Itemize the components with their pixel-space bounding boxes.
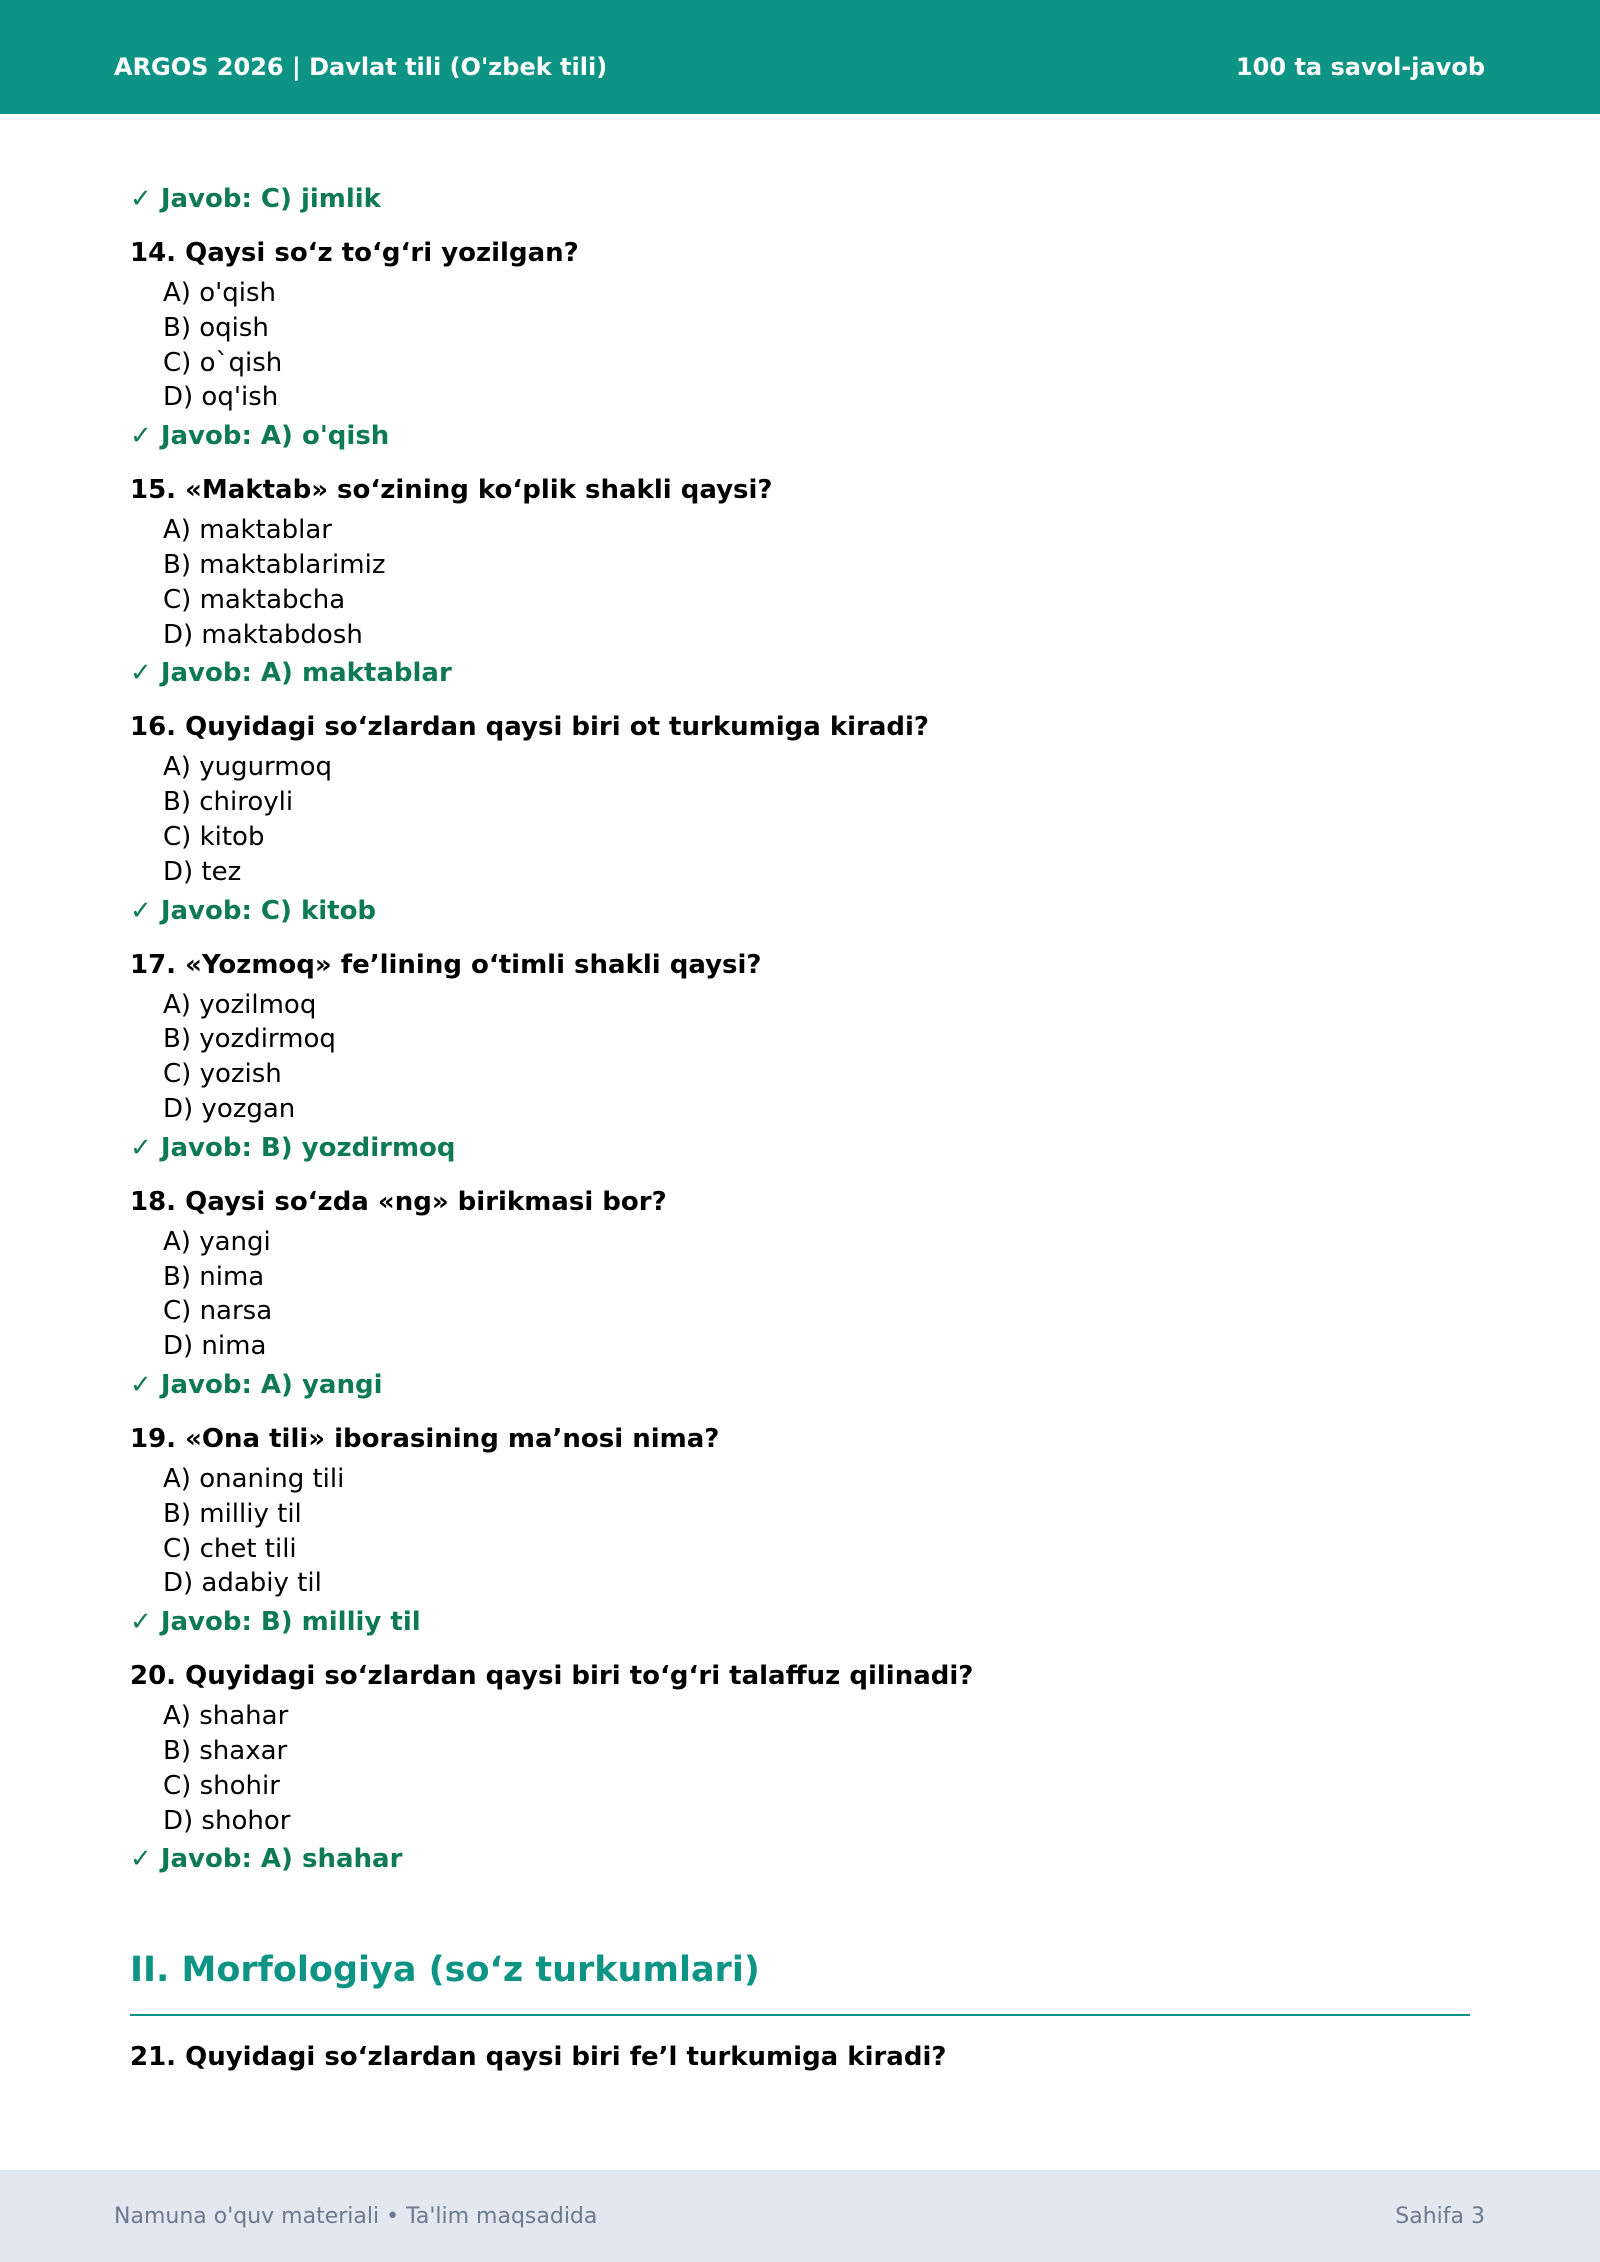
question-block	[130, 471, 1470, 692]
answer-line: ✓ Javob: A) yangi	[130, 1369, 383, 1400]
question-text: 17. «Yozmoq» fe’lining o‘timli shakli qaysi?	[130, 949, 762, 980]
answer-line: ✓ Javob: A) maktablar	[130, 658, 452, 689]
option-list	[130, 1225, 1470, 1364]
question-block	[130, 1657, 1470, 1878]
section-heading: II. Morfologiya (so‘z turkumlari)	[130, 1950, 760, 1991]
question-block	[130, 234, 1470, 455]
footer-note: Namuna o'quv materiali • Ta'lim maqsadida	[114, 2204, 598, 2229]
option-c: C) chet tili	[163, 1533, 297, 1564]
option-b: B) nima	[163, 1261, 265, 1292]
option-b: B) chiroyli	[163, 787, 294, 818]
option-d: D) yozgan	[163, 1093, 296, 1124]
question-text: 21. Quyidagi so‘zlardan qaysi biri fe’l turkumiga kiradi?	[130, 2042, 947, 2073]
question-text: 16. Quyidagi so‘zlardan qaysi biri ot turkumiga kiradi?	[130, 712, 930, 743]
option-list	[130, 1462, 1470, 1601]
page-number: Sahifa 3	[1395, 2204, 1485, 2229]
option-a: A) o'qish	[163, 278, 277, 308]
option-b: B) maktablarimiz	[163, 549, 386, 580]
question-text: 20. Quyidagi so‘zlardan qaysi biri to‘g‘ri talaffuz qilinadi?	[130, 1661, 974, 1692]
option-list	[130, 276, 1470, 415]
question-block	[130, 946, 1470, 1167]
option-c: C) yozish	[163, 1059, 282, 1090]
option-a: A) onaning tili	[163, 1463, 345, 1494]
answer-line: ✓ Javob: B) milliy til	[130, 1607, 421, 1638]
answer-line: ✓ Javob: A) o'qish	[130, 421, 390, 452]
question-text: 14. Qaysi so‘z to‘g‘ri yozilgan?	[130, 238, 579, 268]
option-c: C) maktabcha	[163, 584, 346, 615]
question-text: 19. «Ona tili» iborasining ma’nosi nima?	[130, 1423, 720, 1454]
option-b: B) yozdirmoq	[163, 1024, 336, 1055]
option-d: D) oq'ish	[163, 382, 279, 413]
question-block	[130, 1420, 1470, 1641]
question-block	[130, 708, 1470, 929]
page-footer	[0, 2170, 1600, 2262]
option-a: A) yugurmoq	[163, 752, 333, 783]
option-b: B) oqish	[163, 312, 269, 343]
section-divider	[130, 2014, 1470, 2016]
option-list	[130, 513, 1470, 652]
option-list	[130, 1699, 1470, 1838]
option-a: A) yangi	[163, 1226, 271, 1257]
option-list	[130, 750, 1470, 889]
answer-line: ✓ Javob: B) yozdirmoq	[130, 1132, 456, 1163]
question-block	[130, 1183, 1470, 1404]
option-d: D) tez	[163, 856, 242, 887]
option-d: D) maktabdosh	[163, 619, 363, 650]
option-a: A) yozilmoq	[163, 989, 317, 1020]
page-content	[130, 180, 1470, 2080]
option-a: A) shahar	[163, 1701, 289, 1732]
option-c: C) kitob	[163, 821, 265, 852]
option-b: B) milliy til	[163, 1498, 302, 1529]
option-c: C) o`qish	[163, 347, 283, 378]
option-c: C) shohir	[163, 1770, 280, 1801]
answer-line: ✓ Javob: A) shahar	[130, 1844, 403, 1875]
document-title: ARGOS 2026 | Davlat tili (O'zbek tili)	[114, 53, 608, 81]
option-d: D) shohor	[163, 1805, 291, 1836]
option-a: A) maktablar	[163, 515, 332, 546]
page-header	[0, 0, 1600, 114]
answer-line: ✓ Javob: C) kitob	[130, 895, 377, 926]
option-d: D) nima	[163, 1331, 267, 1362]
question-text: 18. Qaysi so‘zda «ng» birikmasi bor?	[130, 1186, 667, 1217]
answer-line: ✓ Javob: C) jimlik	[130, 184, 381, 214]
option-b: B) shaxar	[163, 1735, 288, 1766]
option-c: C) narsa	[163, 1296, 273, 1327]
question-text: 15. «Maktab» so‘zining ko‘plik shakli qaysi?	[130, 475, 773, 506]
option-list	[130, 988, 1470, 1127]
question-count: 100 ta savol-javob	[1235, 53, 1485, 81]
option-d: D) adabiy til	[163, 1568, 322, 1599]
